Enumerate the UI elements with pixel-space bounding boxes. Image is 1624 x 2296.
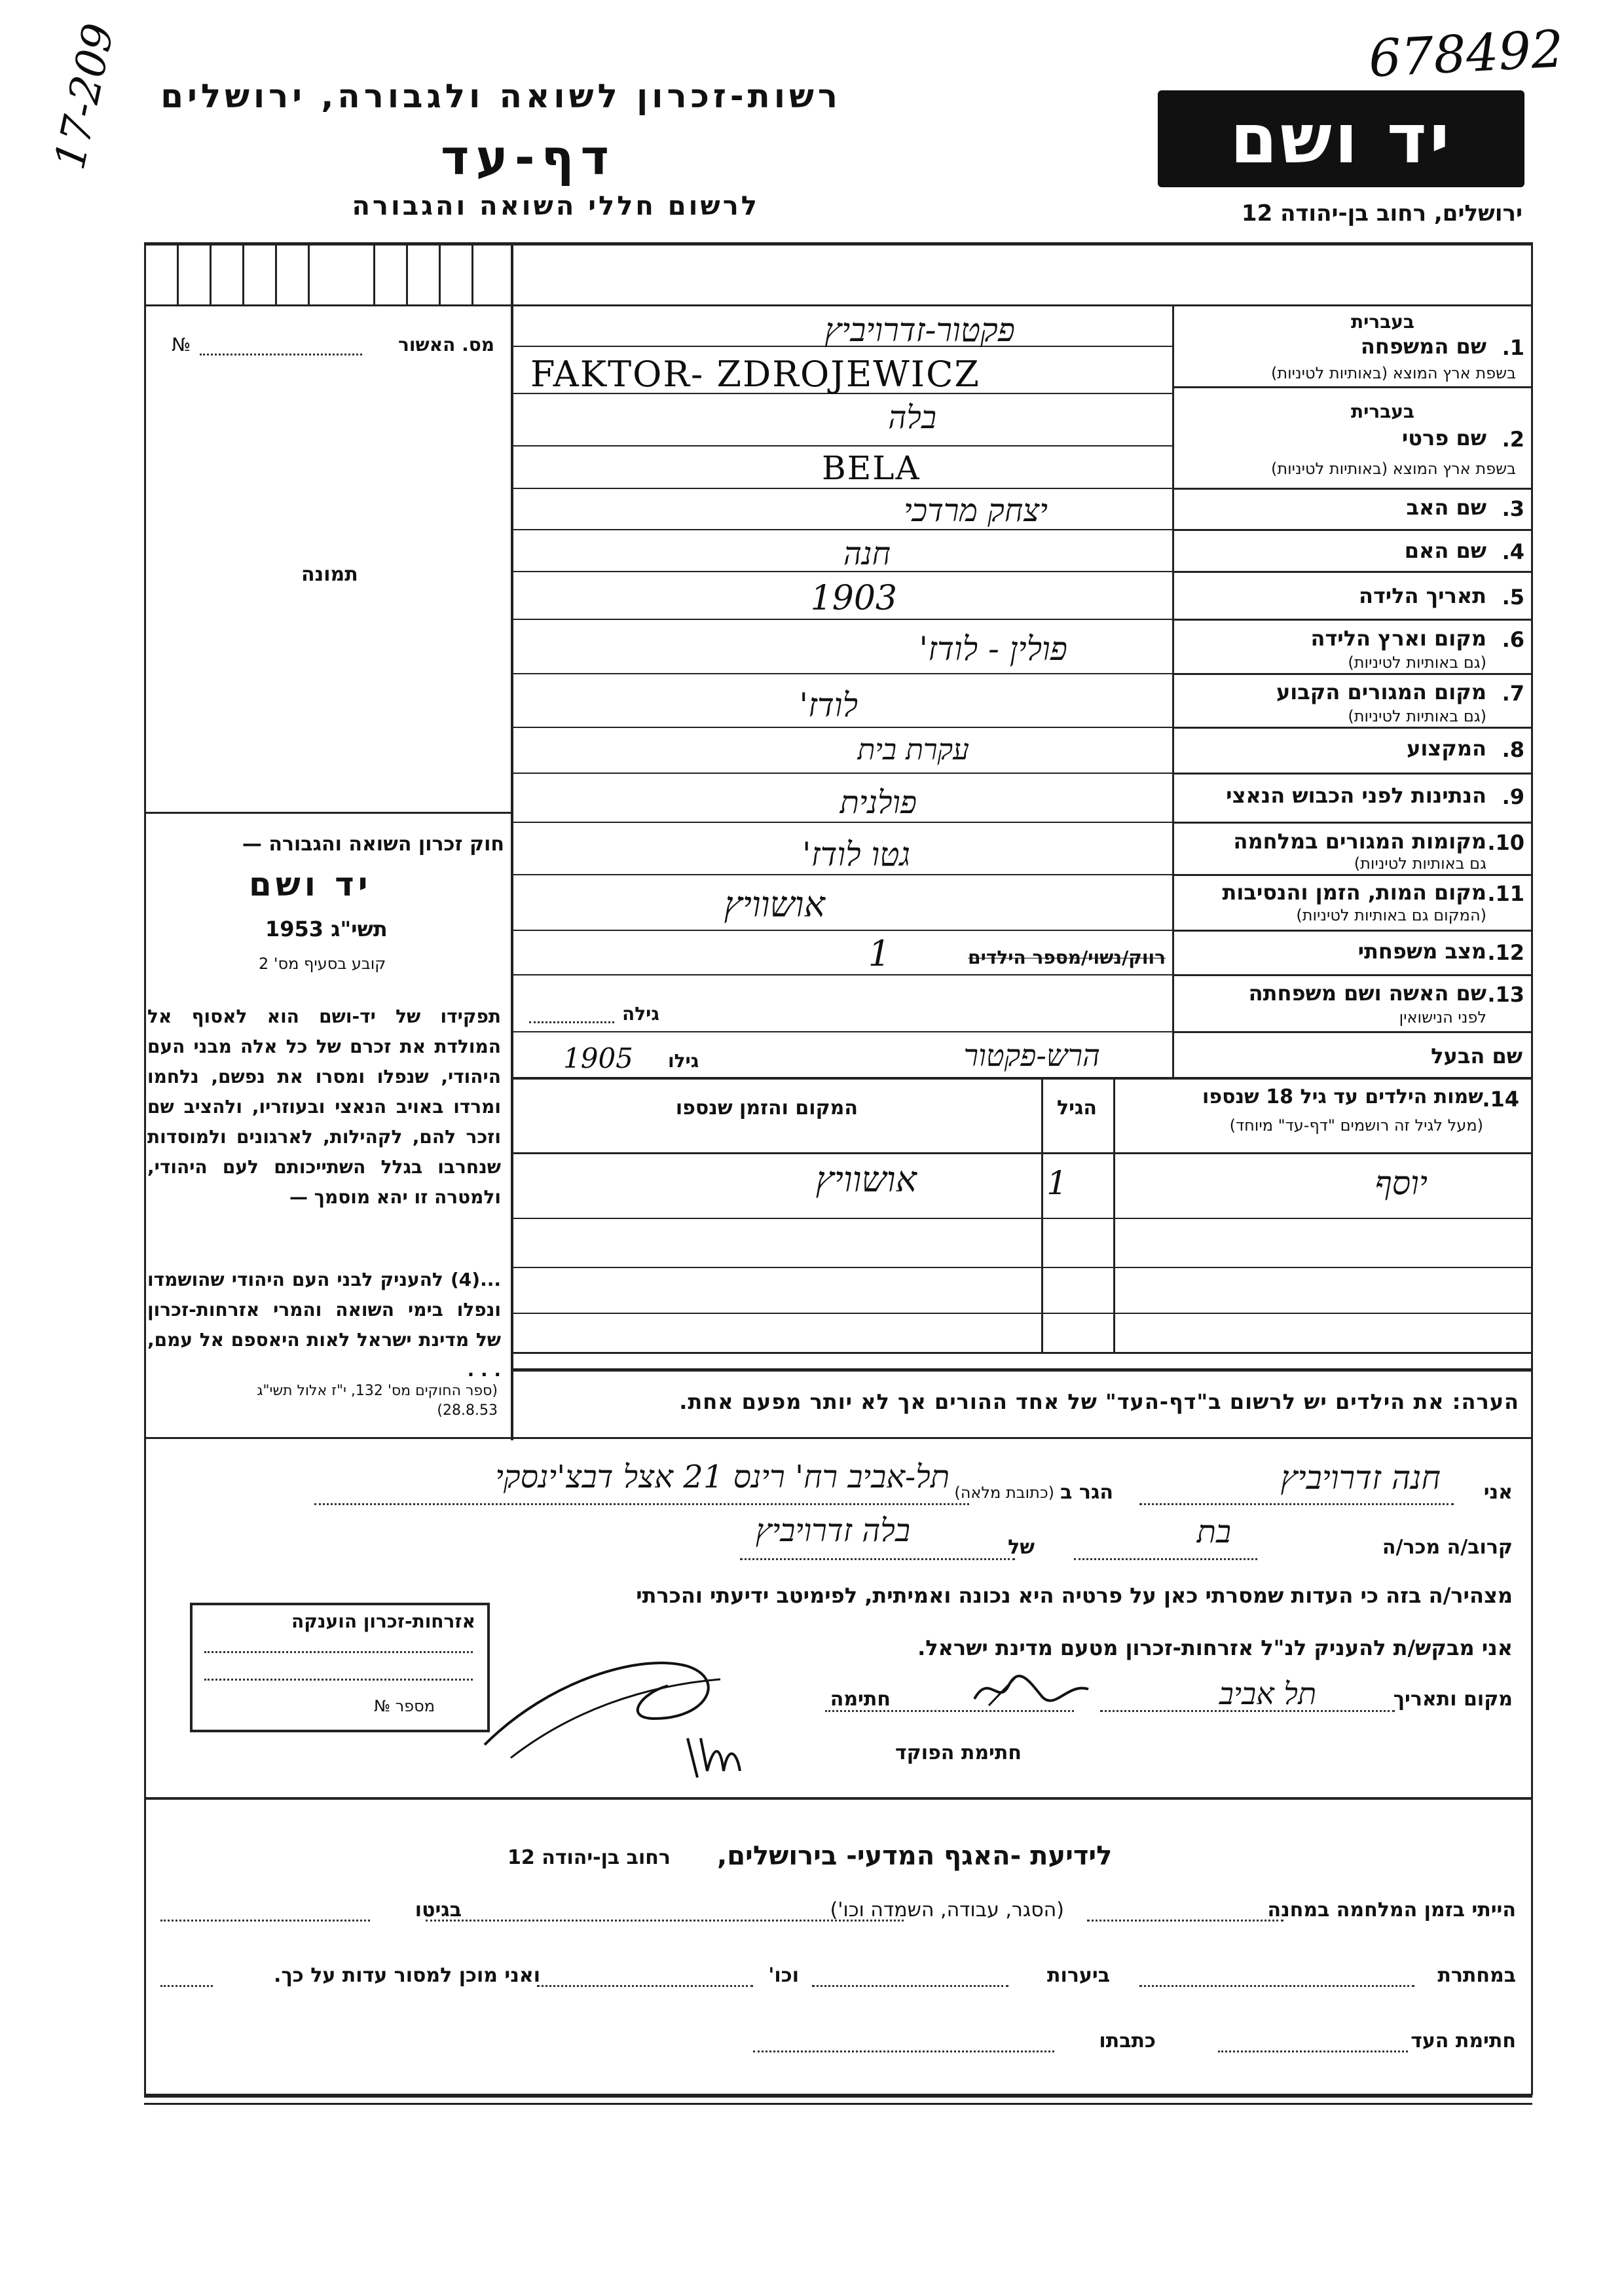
field-10-num: 10. (1487, 830, 1524, 855)
birth-place: פולין - לודז' (919, 630, 1067, 668)
citizenship-box (190, 1603, 490, 1732)
officer-signature-label: חתימת הפוקד (895, 1741, 1022, 1764)
field-7-note: (גם באותיות לטיניות) (1348, 707, 1486, 725)
field-7-num: 7. (1502, 681, 1524, 706)
witness-signature (969, 1666, 1094, 1712)
field-13-num: 13. (1487, 982, 1524, 1007)
profession: עקרת בית (857, 733, 969, 767)
husband-name: הרש-פקטור (963, 1038, 1100, 1073)
husband-age: 1905 (563, 1042, 633, 1074)
children-note: הערה: את הילדים יש לרשום ב"דף-העד" של אחד ההורים אך לא יותר מפעם אחת. (679, 1389, 1519, 1414)
field-2-label: שם פרטי (1401, 426, 1486, 450)
field-6-num: 6. (1502, 627, 1524, 652)
children-num: 14. (1482, 1087, 1519, 1112)
law-text-1: תפקידו של יד-ושם הוא לאסוף אל המולדת את זכרם של כל אלה מבני העם היהודי, שנפלו ומסרו את נפשם, נלחמו ומרדו באויב הנאצי ובעוזריו, ולהציב שם וזכר להם, לקהילות, לארגונים ולמוסדות שנחרבו בגלל השתייכותם לעם היהודי, ולמטרה זו יהא מוסמך — (147, 1006, 501, 1208)
child-age: 1 (1046, 1164, 1067, 1202)
archive-number-annotation: 678492 (1367, 20, 1565, 89)
science-line1-a: הייתי בזמן המלחמה במחנה (1267, 1899, 1516, 1922)
field-9-label: הנתינות לפני הכבוש הנאצי (1226, 783, 1486, 808)
field-1-num: 1. (1502, 335, 1524, 360)
declaration-line3: מצהיר/ה בזה כי העדות שמסרתי כאן על פרטיה היא נכונה ואמיתית, לפימיטב ידיעתי והכרתי (636, 1583, 1513, 1608)
relation-name: בלה זדרויביץ (755, 1512, 910, 1549)
place-date-value: תל אביב (1219, 1676, 1316, 1711)
authority-title: רשות-זכרון לשואה ולגבורה, ירושלים (160, 77, 841, 115)
science-line2-d: ואני מוכן למסור עדות על כך. (274, 1964, 540, 1987)
field-8-num: 8. (1502, 737, 1524, 762)
field-8-label: המקצוע (1407, 736, 1486, 761)
field-6-note: (גם באותיות לטיניות) (1348, 653, 1486, 672)
children-title-note: (מעל לגיל זה רושמים "דף-עד" מיוחד) (1229, 1116, 1483, 1135)
field-11-label: מקום המות, הזמן והנסיבות (1222, 880, 1486, 905)
citizenship: פולנית (840, 784, 917, 821)
place-date-label: מקום ותאריך (1393, 1688, 1513, 1711)
child-death-place: אושוויץ (815, 1159, 917, 1200)
science-line2-b: ביערות (1047, 1964, 1110, 1987)
marital-options: רווק/נשוי/מספר הילדים (968, 947, 1166, 968)
field-13-note: לפני הנישואין (1399, 1008, 1486, 1027)
number-sign: № (172, 334, 191, 355)
citizenship-box-title: אזרחות-זכרון הוענקה (291, 1611, 475, 1632)
witness-address: תל-אביב רח' רינס 21 אצל דבצ'ינסקי (495, 1459, 950, 1495)
field-1-sub-latin: בשפת ארץ המוצא (באותיות לטיניות) (1271, 364, 1516, 382)
field-2-sub-latin: בשפת ארץ המוצא (באותיות לטיניות) (1271, 460, 1516, 478)
citizenship-box-number: מספר № (374, 1697, 435, 1715)
field-2-num: 2. (1502, 427, 1524, 452)
wartime-residence: גטו לודז' (802, 835, 910, 873)
husband-label: שם הבעל (1431, 1044, 1522, 1068)
field-1-label: שם המשפחה (1360, 334, 1486, 359)
field-3-num: 3. (1502, 496, 1524, 521)
field-10-note: גם באותיות לטיניות) (1354, 854, 1486, 873)
husband-age-label: גילו (668, 1050, 699, 1072)
law-clause: קובע בסעיף מס' 2 (259, 955, 386, 973)
science-line3-b: כתבתו (1099, 2030, 1156, 2052)
witness-name: חנה זדרויביץ (1280, 1459, 1441, 1497)
first-name-latin: BELA (822, 449, 921, 487)
approval-number-label: מס. האשור (398, 334, 494, 355)
declaration-prefix: אני (1483, 1481, 1513, 1504)
field-5-label: תאריך הלידה (1358, 583, 1486, 608)
children-col-age: הגיל (1057, 1097, 1097, 1120)
side-annotation: 17-209 (46, 19, 124, 174)
relation-value: בת (1196, 1514, 1231, 1550)
children-count: 1 (868, 933, 891, 974)
death-place: אושוויץ (724, 884, 825, 925)
children-col-place: המקום והזמן שנספו (675, 1097, 858, 1120)
science-line3-a: חתימת העד (1411, 2030, 1516, 2052)
signature-label: חתימה (830, 1688, 891, 1711)
photo-label: תמונה (301, 563, 358, 586)
law-line: חוק זכרון השואה והגבורה — (242, 833, 504, 856)
field-10-label: מקומות המגורים במלחמה (1233, 829, 1486, 854)
residence: לודז' (799, 686, 858, 724)
relation-of: של (1008, 1536, 1035, 1559)
field-2-sub-hebrew: בעברית (1350, 401, 1414, 422)
address-note: (כתובת מלאה) (954, 1484, 1054, 1502)
field-3-label: שם האב (1406, 495, 1486, 520)
science-line1-b: (הסגר, עבודה, השמדה וכו') (830, 1899, 1064, 1922)
field-6-label: מקום וארץ הלידה (1310, 626, 1486, 651)
wife-age-label: גילה (622, 1003, 659, 1025)
family-name-latin: FAKTOR- ZDROJEWICZ (530, 354, 980, 395)
relation-label: קרוב/ה מכר/ה (1382, 1536, 1513, 1559)
field-5-num: 5. (1502, 585, 1524, 610)
field-12-label: מצב משפחתי (1357, 939, 1486, 964)
children-title: שמות הילדים עד גיל 18 שנספו (1202, 1085, 1483, 1108)
father-name: יצחק מרדכי (904, 492, 1048, 529)
field-11-note: (המקום גם באותיות לטיניות) (1296, 906, 1486, 924)
birth-date: 1903 (810, 579, 897, 618)
law-text-2: ...(4) להעניק לבני העם היהודי שהושמדו ונפלו בימי השואה והמרי אזרחות-זכרון של מדינת ישראל לאות היאספם אל עמם, . . . (147, 1269, 501, 1381)
field-13-label: שם האשה ושם משפחתה (1248, 981, 1486, 1006)
form-subtitle: לרשום חללי השואה והגבורה (352, 191, 760, 221)
law-name: יד ושם (249, 866, 372, 903)
field-12-num: 12. (1487, 940, 1524, 965)
field-11-num: 11. (1487, 881, 1524, 906)
child-name: יוסף (1375, 1164, 1428, 1202)
science-line1-c: בגיטו (415, 1899, 462, 1922)
science-line2-a: במחתרת (1437, 1964, 1516, 1987)
yad-vashem-logo (1158, 90, 1524, 187)
field-9-num: 9. (1502, 784, 1524, 809)
family-name-hebrew: פקטור-זדרויביץ (824, 311, 1015, 349)
law-year: תשי"ג 1953 (265, 917, 388, 941)
science-line2-c: וכו' (768, 1964, 799, 1987)
declaration-line4: אני מבקש/ת להעניק לנ"ל אזרחות-זכרון מטעם מדינת ישראל. (917, 1635, 1513, 1660)
field-4-num: 4. (1502, 539, 1524, 564)
field-1-sub-hebrew: בעברית (1350, 311, 1414, 333)
law-source: (ספר החוקים מס' 132, י"ז אלול תשי"ג 28.8.53) (257, 1383, 498, 1419)
first-name-hebrew: בלה (888, 399, 936, 436)
field-7-label: מקום המגורים הקבוע (1276, 680, 1486, 704)
science-title: לידיעת -האגף המדעי- בירושלים, (717, 1841, 1113, 1871)
form-name: דף-עד (441, 130, 616, 186)
science-address: רחוב בן-יהודה 12 (507, 1846, 671, 1869)
mother-name: חנה (843, 536, 891, 572)
header-address: ירושלים, רחוב בן-יהודה 12 (1241, 200, 1522, 227)
logo-text: יד ושם (1230, 99, 1452, 179)
official-stamp-signature (471, 1640, 747, 1784)
field-4-label: שם האם (1404, 538, 1486, 563)
address-label: הגר ב (1060, 1481, 1113, 1504)
